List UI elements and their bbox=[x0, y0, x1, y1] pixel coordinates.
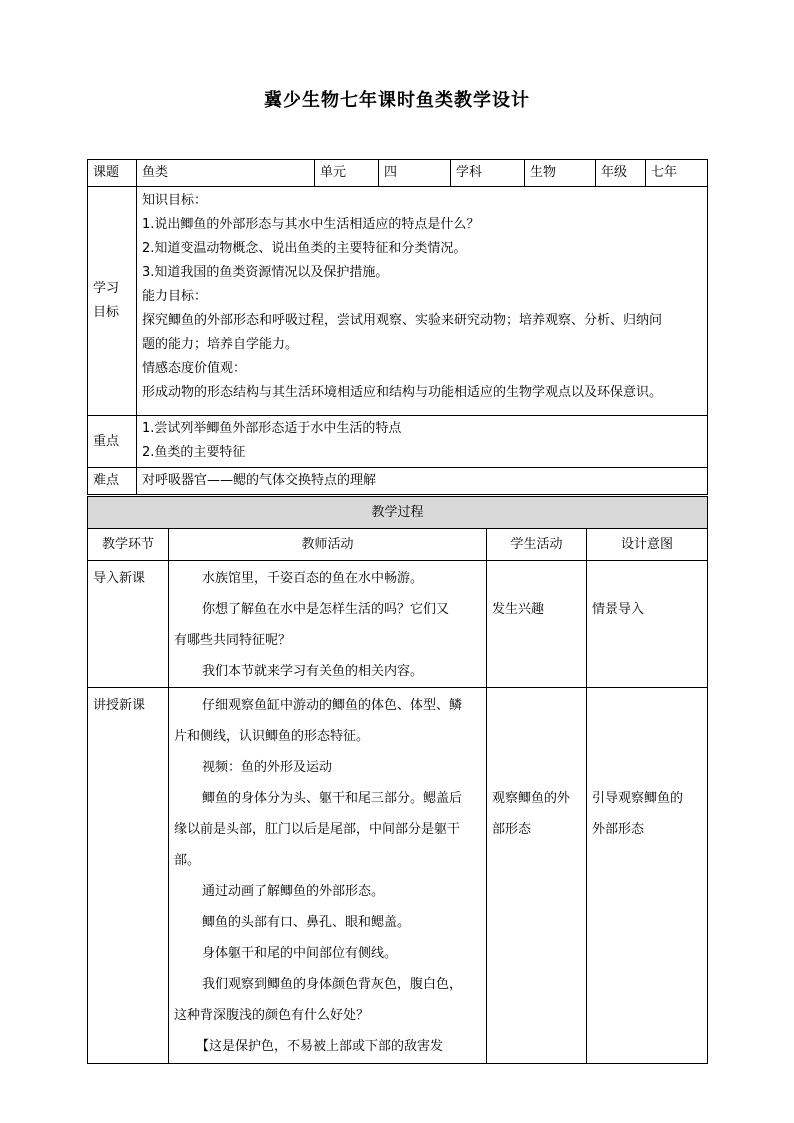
goal-line: 知识目标： bbox=[142, 193, 208, 208]
difficulty-content: 对呼吸器官——鳃的气体交换特点的理解 bbox=[137, 468, 708, 495]
unit-label: 单元 bbox=[315, 160, 379, 187]
process-heading: 教学过程 bbox=[88, 497, 708, 529]
goals-label-line-2: 目标 bbox=[93, 305, 120, 320]
teacher-line: 缘以前是头部，肛门以后是尾部，中间部分是躯干 bbox=[174, 822, 461, 837]
stage-cell: 导入新课 bbox=[88, 561, 169, 688]
table-row bbox=[88, 688, 708, 1064]
column-header-student: 学生活动 bbox=[487, 529, 587, 561]
topic-label: 课题 bbox=[88, 160, 137, 187]
grade-label: 年级 bbox=[596, 160, 646, 187]
column-header-teacher: 教师活动 bbox=[169, 529, 487, 561]
student-activity-cell bbox=[487, 688, 587, 1064]
student-line: 部形态 bbox=[492, 822, 532, 837]
teacher-activity-cell bbox=[169, 688, 487, 1064]
page-title: 冀少生物七年课时鱼类教学设计 bbox=[264, 90, 530, 111]
subject-label: 学科 bbox=[451, 160, 525, 187]
process-table bbox=[87, 496, 708, 1064]
column-header-intent: 设计意图 bbox=[587, 529, 708, 561]
goals-content bbox=[137, 187, 708, 416]
design-intent-cell bbox=[587, 688, 708, 1064]
teacher-line: 水族馆里，千姿百态的鱼在水中畅游。 bbox=[202, 571, 424, 586]
teacher-line: 鲫鱼的身体分为头、躯干和尾三部分。鳃盖后 bbox=[202, 791, 463, 806]
goal-line: 题的能力；培养自学能力。 bbox=[142, 337, 299, 352]
topic-value: 鱼类 bbox=[137, 160, 315, 187]
teacher-line: 身体躯干和尾的中间部位有侧线。 bbox=[202, 946, 398, 961]
student-line: 观察鲫鱼的外 bbox=[492, 791, 571, 806]
goals-label-line-1: 学习 bbox=[93, 281, 120, 296]
goal-line: 3.知道我国的鱼类资源情况以及保护措施。 bbox=[142, 265, 389, 280]
column-header-stage: 教学环节 bbox=[88, 529, 169, 561]
key-label: 重点 bbox=[88, 416, 137, 468]
unit-value: 四 bbox=[379, 160, 451, 187]
student-activity-cell: 发生兴趣 bbox=[487, 561, 587, 688]
teacher-line: 我们观察到鲫鱼的身体颜色背灰色，腹白色， bbox=[202, 977, 463, 992]
teacher-line: 仔细观察鱼缸中游动的鲫鱼的体色、体型、鳞 bbox=[202, 698, 463, 713]
teacher-line: 片和侧线，认识鲫鱼的形态特征。 bbox=[174, 729, 370, 744]
goal-line: 探究鲫鱼的外部形态和呼吸过程，尝试用观察、实验来研究动物；培养观察、分析、归纳问 bbox=[142, 313, 663, 328]
teacher-line: 你想了解鱼在水中是怎样生活的吗？它们又 bbox=[202, 602, 450, 617]
teacher-line: 通过动画了解鲫鱼的外部形态。 bbox=[202, 884, 385, 899]
stage-cell: 讲授新课 bbox=[88, 688, 169, 1064]
teacher-line: 有哪些共同特征呢？ bbox=[174, 633, 292, 648]
grade-value: 七年 bbox=[646, 160, 708, 187]
difficulty-label: 难点 bbox=[88, 468, 137, 495]
key-content bbox=[137, 416, 708, 468]
goal-line: 2.知道变温动物概念、说出鱼类的主要特征和分类情况。 bbox=[142, 241, 467, 256]
goal-line: 形成动物的形态结构与其生活环境相适应和结构与功能相适应的生物学观点以及环保意识。 bbox=[142, 385, 663, 400]
design-intent-cell: 情景导入 bbox=[587, 561, 708, 688]
key-point-line: 1.尝试列举鲫鱼外部形态适于水中生活的特点 bbox=[142, 421, 402, 436]
goals-label bbox=[88, 187, 137, 416]
intent-line: 外部形态 bbox=[592, 822, 645, 837]
teacher-line: 鲫鱼的头部有口、鼻孔、眼和鳃盖。 bbox=[202, 915, 411, 930]
teacher-line: 部。 bbox=[174, 853, 201, 868]
goal-line: 能力目标： bbox=[142, 289, 208, 304]
teacher-line: 视频：鱼的外形及运动 bbox=[202, 760, 333, 775]
table-row bbox=[88, 561, 708, 688]
teacher-line: 【这是保护色，不易被上部或下部的敌害发 bbox=[196, 1039, 444, 1054]
goal-line: 1.说出鲫鱼的外部形态与其水中生活相适应的特点是什么？ bbox=[142, 217, 480, 232]
teacher-line: 我们本节就来学习有关鱼的相关内容。 bbox=[202, 664, 424, 679]
goal-line: 情感态度价值观： bbox=[142, 361, 247, 376]
info-table bbox=[87, 159, 708, 495]
subject-value: 生物 bbox=[525, 160, 596, 187]
teacher-activity-cell bbox=[169, 561, 487, 688]
key-point-line: 2.鱼类的主要特征 bbox=[142, 445, 246, 460]
teacher-line: 这种背深腹浅的颜色有什么好处？ bbox=[174, 1008, 370, 1023]
intent-line: 引导观察鲫鱼的 bbox=[592, 791, 684, 806]
